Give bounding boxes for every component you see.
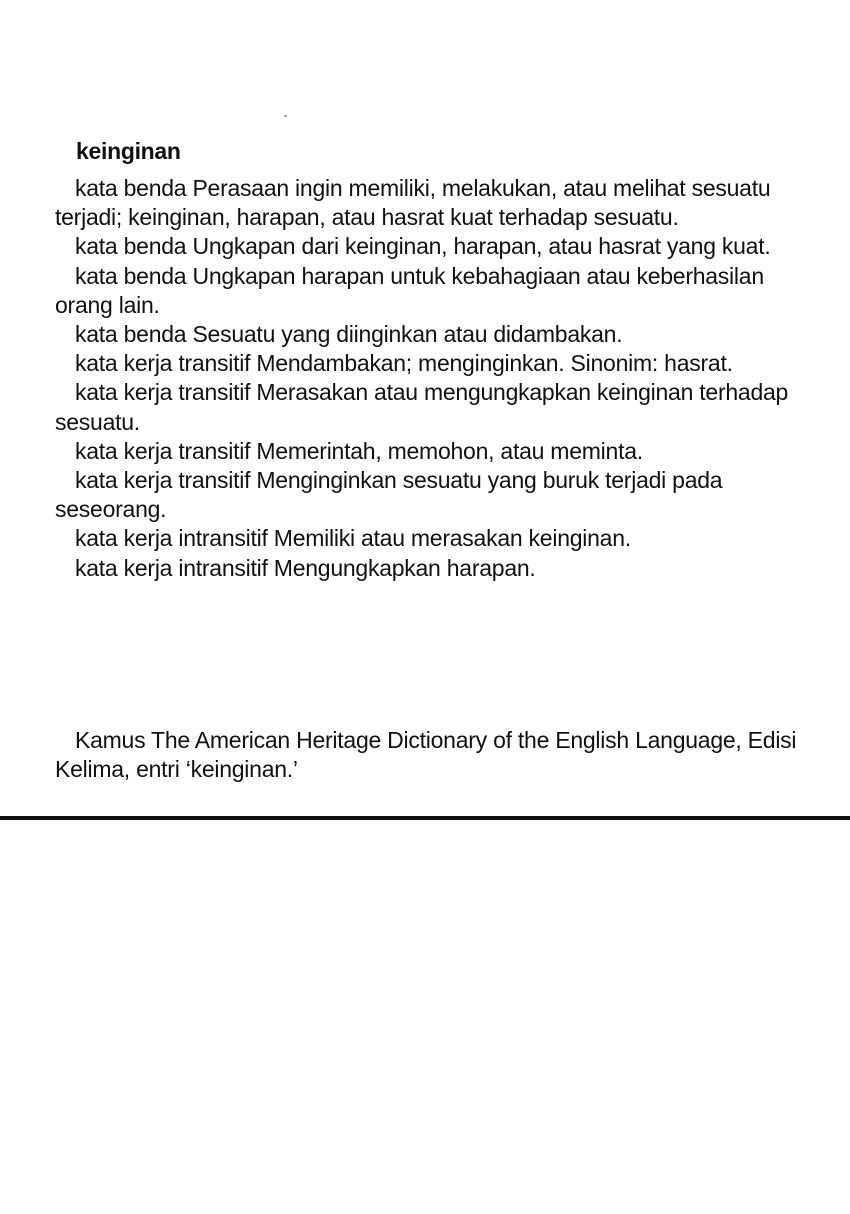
definition-list (55, 174, 825, 583)
definition-item: kata kerja transitif Mendambakan; menginginkan. Sinonim: hasrat. (75, 350, 733, 377)
definition-item: kata kerja intransitif Memiliki atau merasakan keinginan. (75, 525, 631, 552)
definition-item: kata benda Ungkapan harapan untuk kebahagiaan atau keberhasilan orang lain. (55, 262, 764, 318)
source-citation: Kamus The American Heritage Dictionary of the English Language, Edisi Kelima, entri ‘keinginan.’ (55, 727, 797, 783)
horizontal-divider (0, 816, 850, 820)
entry-headword: keinginan (76, 138, 181, 164)
definition-item: kata benda Ungkapan dari keinginan, harapan, atau hasrat yang kuat. (75, 233, 771, 260)
definition-item: kata kerja transitif Memerintah, memohon, atau meminta. (75, 437, 643, 464)
definition-item: kata kerja transitif Merasakan atau mengungkapkan keinginan terhadap sesuatu. (55, 379, 789, 435)
definition-item: kata kerja transitif Menginginkan sesuatu yang buruk terjadi pada seseorang. (55, 467, 723, 523)
definition-item: kata kerja intransitif Mengungkapkan harapan. (75, 554, 536, 581)
scan-speck (284, 115, 287, 117)
definition-item: kata benda Sesuatu yang diinginkan atau didambakan. (75, 321, 623, 348)
definition-item: kata benda Perasaan ingin memiliki, melakukan, atau melihat sesuatu terjadi; keinginan, harapan, atau hasrat kuat terhadap sesuatu. (55, 175, 771, 231)
